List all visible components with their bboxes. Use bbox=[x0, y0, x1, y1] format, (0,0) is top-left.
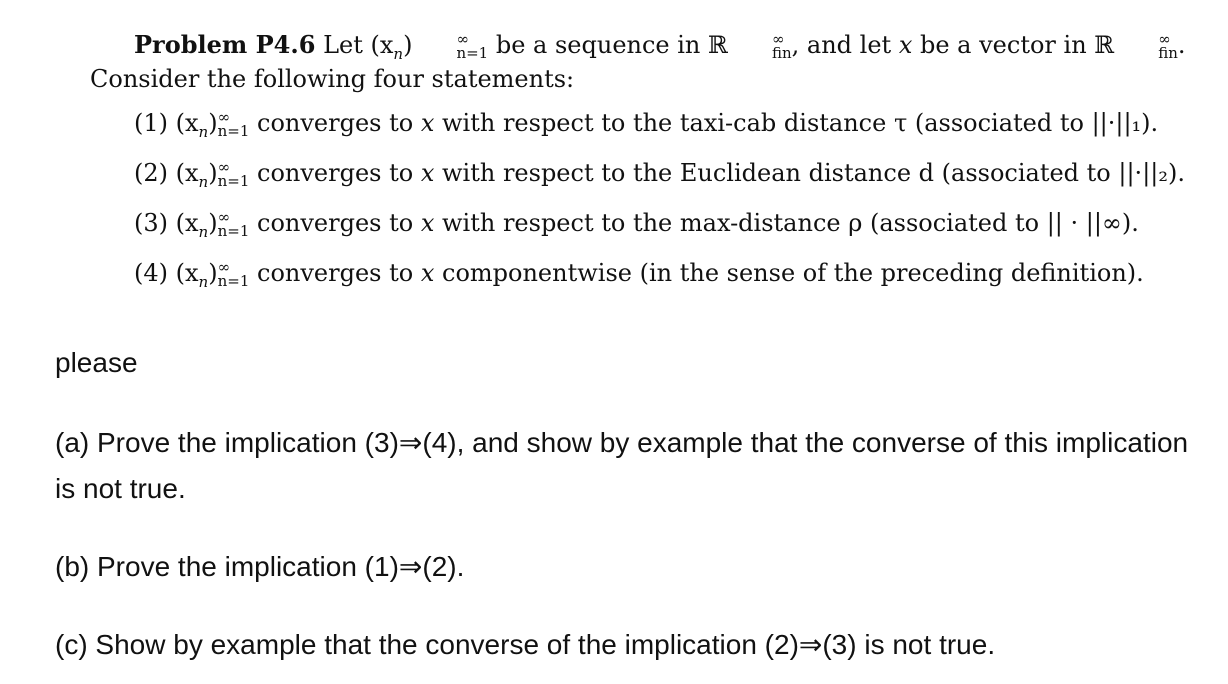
sequence-notation bbox=[175, 158, 250, 191]
statement-text: converges to bbox=[249, 109, 421, 137]
seq-sub: n=1 bbox=[217, 122, 250, 141]
sequence-notation bbox=[175, 208, 250, 241]
problem-statement bbox=[90, 28, 1200, 306]
statement-text: with respect to the max-distance ρ (associated to || · ||∞). bbox=[434, 209, 1139, 237]
vector-symbol: x bbox=[420, 259, 435, 287]
seq-limits bbox=[217, 208, 250, 241]
statement-number: (3) bbox=[134, 209, 168, 237]
problem-title: Problem P4.6 bbox=[134, 30, 316, 59]
seq-sup: ∞ bbox=[456, 30, 469, 49]
space-sub: fin bbox=[1158, 44, 1178, 63]
statement-number: (2) bbox=[134, 159, 168, 187]
statement-item bbox=[134, 206, 1200, 240]
space-notation bbox=[708, 30, 792, 63]
intro-text: . Consider the following four statements: bbox=[90, 31, 1186, 93]
vector-symbol: x bbox=[420, 209, 435, 237]
seq-sup: ∞ bbox=[217, 108, 231, 127]
space-symbol: ℝ bbox=[1094, 31, 1115, 59]
question-part-b: (b) Prove the implication (1)⇒(2). bbox=[55, 551, 465, 582]
problem-intro bbox=[90, 28, 1200, 96]
seq-limits bbox=[412, 30, 489, 63]
please-text: please bbox=[55, 347, 138, 378]
vector-symbol: x bbox=[420, 159, 435, 187]
space-sup: ∞ bbox=[1158, 30, 1171, 49]
statement-list bbox=[90, 106, 1200, 290]
seq-base: (x bbox=[370, 31, 394, 59]
statement-text: converges to bbox=[249, 159, 421, 187]
statement-text: componentwise (in the sense of the preceding definition). bbox=[434, 259, 1144, 287]
seq-base: (x bbox=[175, 209, 199, 237]
question-part-c: (c) Show by example that the converse of the implication (2)⇒(3) is not true. bbox=[55, 629, 996, 660]
statement-text: with respect to the taxi-cab distance τ (associated to ||·||₁). bbox=[434, 109, 1159, 137]
seq-sub: n=1 bbox=[456, 44, 489, 63]
seq-close: ) bbox=[403, 31, 413, 59]
seq-index: n bbox=[198, 172, 209, 191]
sequence-notation bbox=[175, 108, 250, 141]
seq-index: n bbox=[198, 222, 209, 241]
seq-limits bbox=[217, 158, 250, 191]
sequence-notation bbox=[175, 258, 250, 291]
seq-close: ) bbox=[208, 209, 218, 237]
space-limits bbox=[728, 30, 792, 63]
space-limits bbox=[1114, 30, 1178, 63]
seq-index: n bbox=[198, 122, 209, 141]
seq-index: n bbox=[198, 272, 209, 291]
seq-sup: ∞ bbox=[217, 258, 231, 277]
seq-sub: n=1 bbox=[217, 172, 250, 191]
space-symbol: ℝ bbox=[708, 31, 728, 59]
statement-text: converges to bbox=[249, 259, 421, 287]
statement-item bbox=[134, 156, 1200, 190]
seq-sup: ∞ bbox=[217, 208, 231, 227]
space-notation bbox=[1094, 30, 1178, 63]
intro-text: be a vector in bbox=[912, 31, 1095, 59]
seq-base: (x bbox=[175, 159, 199, 187]
statement-item bbox=[134, 256, 1200, 290]
intro-text: Let bbox=[323, 31, 371, 59]
vector-symbol: x bbox=[420, 109, 435, 137]
seq-sub: n=1 bbox=[217, 222, 250, 241]
statement-number: (1) bbox=[134, 109, 168, 137]
intro-text: be a sequence in bbox=[488, 31, 709, 59]
seq-base: (x bbox=[175, 109, 199, 137]
seq-sub: n=1 bbox=[217, 272, 250, 291]
question-part-a: (a) Prove the implication (3)⇒(4), and show by example that the converse of this implication is not true. bbox=[55, 427, 1189, 504]
intro-text: , and let bbox=[791, 31, 899, 59]
seq-close: ) bbox=[208, 109, 218, 137]
seq-limits bbox=[217, 108, 250, 141]
seq-close: ) bbox=[208, 159, 218, 187]
space-sub: fin bbox=[771, 44, 792, 63]
statement-text: with respect to the Euclidean distance d (associated to ||·||₂). bbox=[434, 159, 1185, 187]
seq-index: n bbox=[393, 44, 404, 63]
sequence-notation bbox=[370, 30, 489, 63]
statement-number: (4) bbox=[134, 259, 168, 287]
seq-sup: ∞ bbox=[217, 158, 231, 177]
vector-symbol: x bbox=[898, 31, 913, 59]
statement-text: converges to bbox=[249, 209, 421, 237]
space-sup: ∞ bbox=[771, 30, 785, 49]
seq-close: ) bbox=[208, 259, 218, 287]
seq-limits bbox=[217, 258, 250, 291]
seq-base: (x bbox=[175, 259, 199, 287]
statement-item bbox=[134, 106, 1200, 140]
